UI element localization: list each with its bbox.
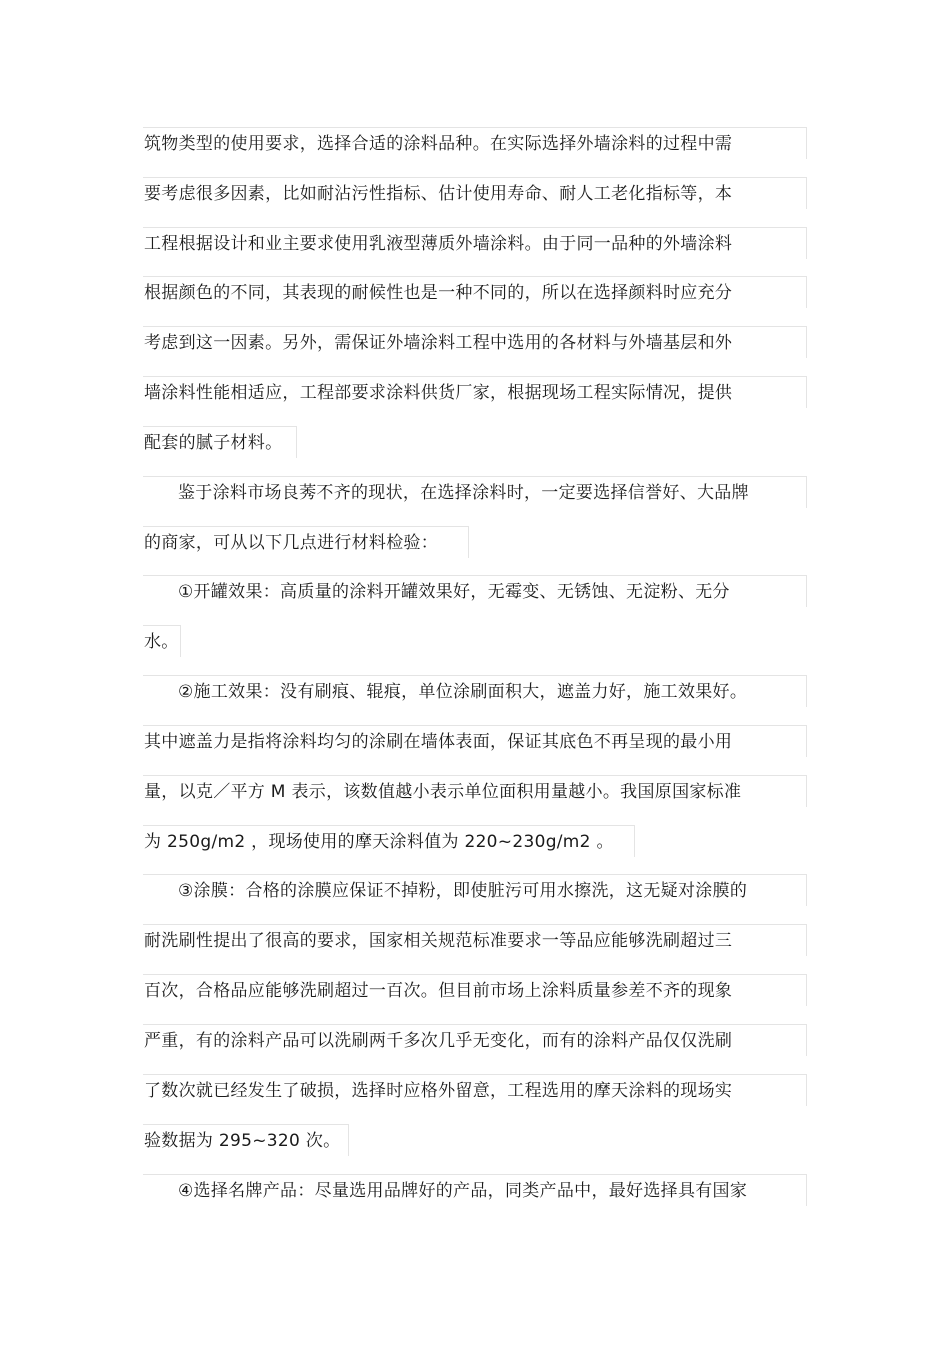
text-line: 墙涂料性能相适应，工程部要求涂料供货厂家，根据现场工程实际情况，提供 [143, 376, 807, 408]
list-item-4: ④选择名牌产品：尽量选用品牌好的产品，同类产品中，最好选择具有国家 [143, 1174, 807, 1206]
text-line: 要考虑很多因素，比如耐沾污性指标、估计使用寿命、耐人工老化指标等，本 [143, 177, 807, 209]
text-line: 验数据为 295~320 次。 [143, 1124, 349, 1156]
text-line: 严重，有的涂料产品可以洗刷两千多次几乎无变化，而有的涂料产品仅仅洗刷 [143, 1024, 807, 1056]
paragraph-first-line: 鉴于涂料市场良莠不齐的现状，在选择涂料时，一定要选择信誉好、大品牌 [143, 476, 807, 508]
text-line: 量，以克／平方 M 表示，该数值越小表示单位面积用量越小。我国原国家标准 [143, 775, 807, 807]
text-line: 筑物类型的使用要求，选择合适的涂料品种。在实际选择外墙涂料的过程中需 [143, 127, 807, 159]
text-line: 考虑到这一因素。另外，需保证外墙涂料工程中选用的各材料与外墙基层和外 [143, 326, 807, 358]
text-line: 根据颜色的不同，其表现的耐候性也是一种不同的，所以在选择颜料时应充分 [143, 276, 807, 308]
text-line: 的商家，可从以下几点进行材料检验： [143, 526, 469, 558]
text-line: 配套的腻子材料。 [143, 426, 297, 458]
text-line: 工程根据设计和业主要求使用乳液型薄质外墙涂料。由于同一品种的外墙涂料 [143, 227, 807, 259]
text-line: 百次，合格品应能够洗刷超过一百次。但目前市场上涂料质量参差不齐的现象 [143, 974, 807, 1006]
text-line: 耐洗刷性提出了很高的要求，国家相关规范标准要求一等品应能够洗刷超过三 [143, 924, 807, 956]
list-item-1: ①开罐效果：高质量的涂料开罐效果好，无霉变、无锈蚀、无淀粉、无分 [143, 575, 807, 607]
list-item-3: ③涂膜：合格的涂膜应保证不掉粉，即使脏污可用水擦洗，这无疑对涂膜的 [143, 874, 807, 906]
text-line: 了数次就已经发生了破损，选择时应格外留意，工程选用的摩天涂料的现场实 [143, 1074, 807, 1106]
list-item-2: ②施工效果：没有刷痕、辊痕，单位涂刷面积大，遮盖力好，施工效果好。 [143, 675, 807, 707]
text-line: 为 250g/m2 ，现场使用的摩天涂料值为 220~230g/m2 。 [143, 825, 635, 857]
text-line: 水。 [143, 625, 181, 657]
text-line: 其中遮盖力是指将涂料均匀的涂刷在墙体表面，保证其底色不再呈现的最小用 [143, 725, 807, 757]
